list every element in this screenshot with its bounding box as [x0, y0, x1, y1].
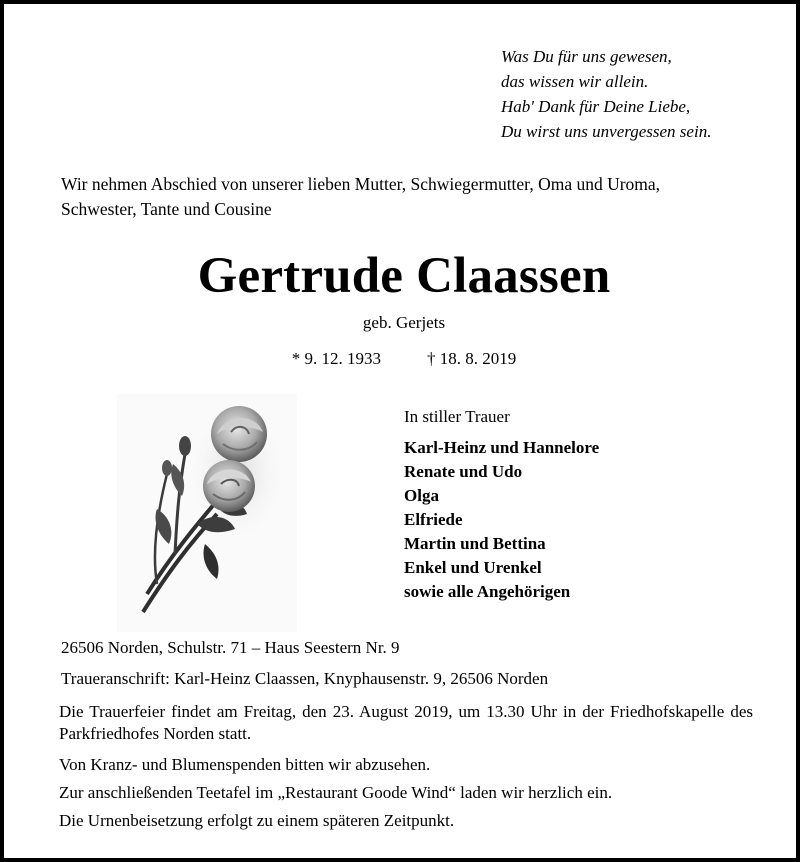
- rose-icon: [117, 394, 297, 632]
- poem-line: Du wirst uns unvergessen sein.: [501, 122, 712, 141]
- list-item: sowie alle Angehörigen: [404, 582, 571, 601]
- intro-line-1: Wir nehmen Abschied von unserer lieben Mutter, Schwiegermutter, Oma und Uroma,: [61, 174, 661, 194]
- mourning-address: Traueranschrift: Karl-Heinz Claassen, Knyphausenstr. 9, 26506 Norden: [61, 669, 549, 688]
- funeral-notice: Die Trauerfeier findet am Freitag, den 23. August 2019, um 13.30 Uhr in der Friedhofskapelle des Parkfriedhofes Norden statt.: [59, 702, 753, 743]
- tea-notice: Zur anschließenden Teetafel im „Restaurant Goode Wind“ laden wir herzlich ein.: [59, 783, 613, 802]
- death-date: † 18. 8. 2019: [427, 349, 517, 368]
- birth-name: geb. Gerjets: [362, 313, 446, 332]
- poem-line: Hab' Dank für Deine Liebe,: [501, 97, 691, 116]
- poem-line: das wissen wir allein.: [501, 72, 649, 91]
- urn-notice: Die Urnenbeisetzung erfolgt zu einem späteren Zeitpunkt.: [59, 811, 455, 830]
- list-item: Karl-Heinz und Hannelore: [404, 438, 600, 457]
- list-item: Renate und Udo: [404, 462, 523, 481]
- mourning-label: In stiller Trauer: [404, 407, 510, 426]
- list-item: Enkel und Urenkel: [404, 558, 542, 577]
- poem-line: Was Du für uns gewesen,: [501, 47, 672, 66]
- residence-address: 26506 Norden, Schulstr. 71 – Haus Seestern Nr. 9: [61, 638, 400, 657]
- intro-line-2: Schwester, Tante und Cousine: [61, 199, 272, 219]
- mourners-list: [404, 436, 599, 604]
- list-item: Elfriede: [404, 510, 463, 529]
- birth-date: * 9. 12. 1933: [291, 349, 381, 368]
- list-item: Martin und Bettina: [404, 534, 546, 553]
- life-dates: [4, 348, 800, 370]
- flowers-notice: Von Kranz- und Blumenspenden bitten wir abzusehen.: [59, 755, 431, 774]
- memorial-poem: [501, 44, 711, 144]
- list-item: Olga: [404, 486, 439, 505]
- intro-text: [61, 172, 660, 222]
- deceased-name: Gertrude Claassen: [197, 248, 611, 304]
